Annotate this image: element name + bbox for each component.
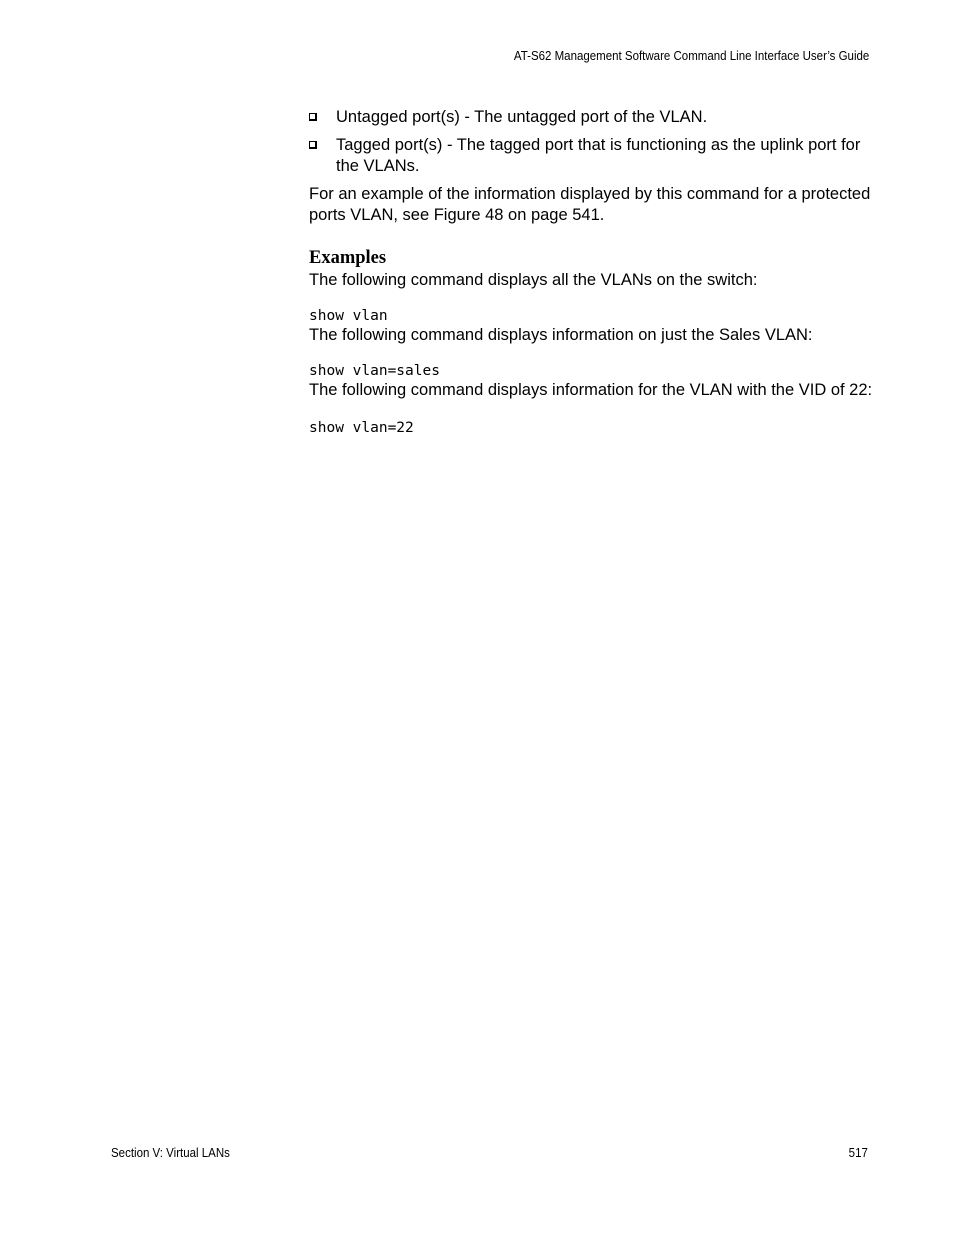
- example-description: The following command displays information on just the Sales VLAN:: [309, 326, 813, 344]
- bullet-list: [309, 107, 874, 177]
- example-command: show vlan: [309, 308, 388, 324]
- list-item-text: Untagged port(s) - The untagged port of the VLAN.: [336, 108, 708, 126]
- checkbox-bullet-icon: [309, 141, 317, 149]
- example-description: The following command displays information for the VLAN with the VID of 22:: [309, 381, 873, 399]
- checkbox-bullet-icon: [309, 113, 317, 121]
- list-item: [309, 107, 874, 128]
- footer-page-number: 517: [848, 1146, 868, 1160]
- intro-paragraph: For an example of the information displayed by this command for a protected ports VLAN, see Figure 48 on page 541.: [309, 185, 871, 224]
- page-content: [309, 107, 874, 437]
- footer-section: Section V: Virtual LANs: [111, 1146, 230, 1160]
- section-heading: Examples: [309, 248, 387, 268]
- list-item-text: Tagged port(s) - The tagged port that is functioning as the uplink port for the VLANs.: [336, 136, 861, 175]
- running-header: AT-S62 Management Software Command Line Interface User’s Guide: [513, 49, 869, 63]
- list-item: [309, 135, 874, 177]
- example-command: show vlan=sales: [309, 363, 440, 379]
- example-command: show vlan=22: [309, 420, 414, 436]
- example-description: The following command displays all the VLANs on the switch:: [309, 271, 758, 289]
